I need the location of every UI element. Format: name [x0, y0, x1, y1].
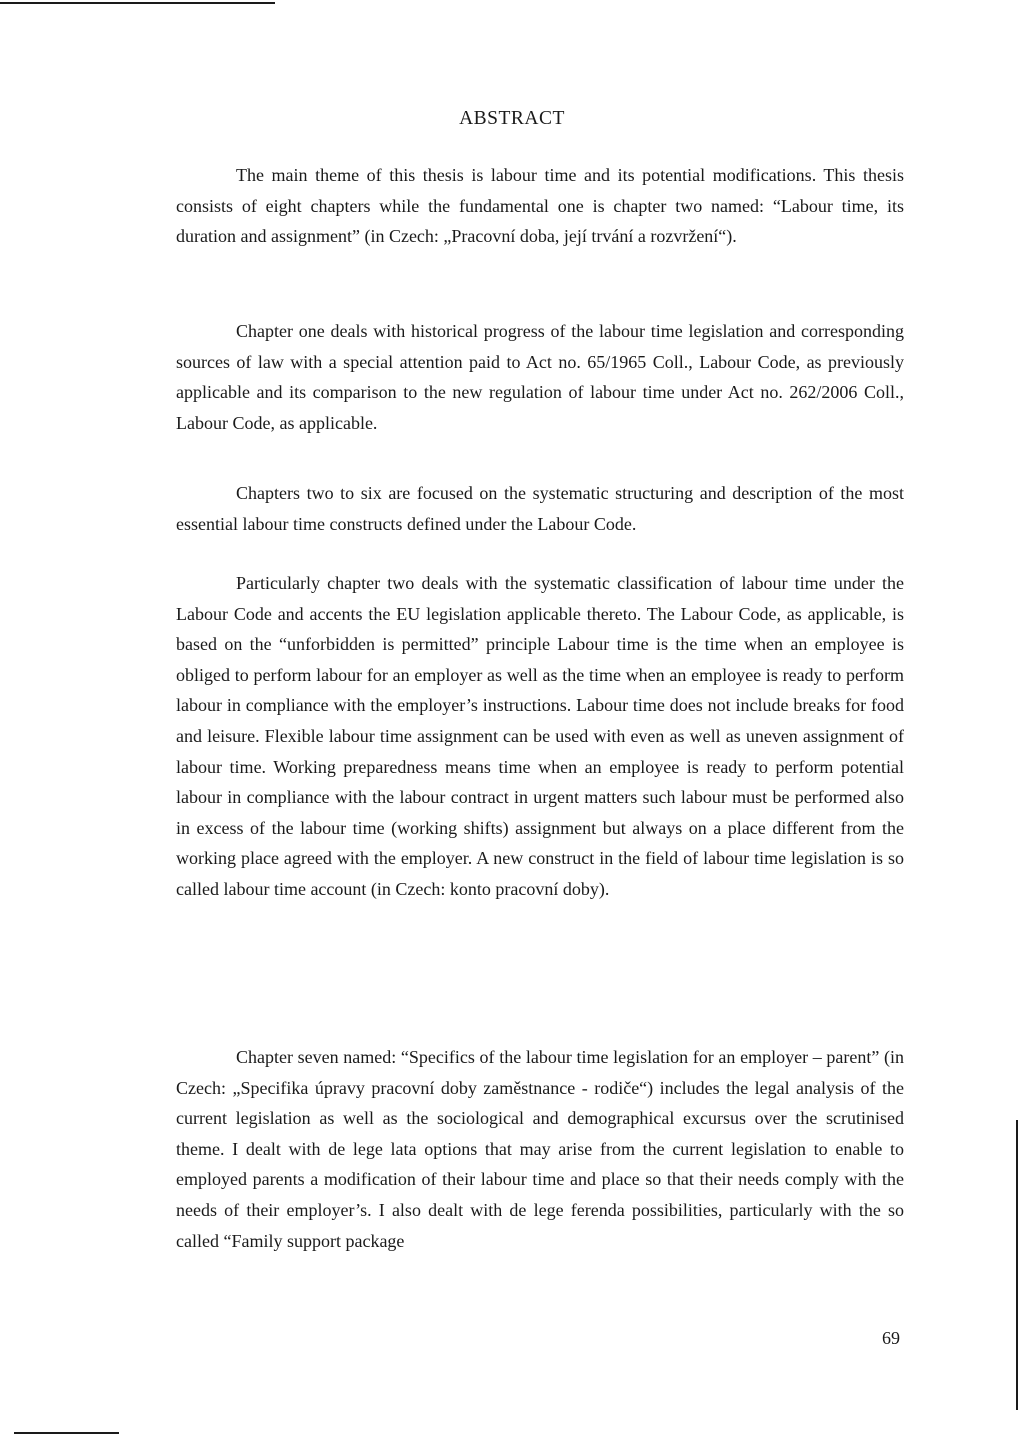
paragraph-chapter-two: Particularly chapter two deals with the systematic classification of labour time under the Labour Code and accents the EU legislation applicable thereto. The Labour Code, as applicable, is based on the “unforbidden is permitted” principle Labour time is the time when an employee is obliged to perform labour for an employer as well as the time when an employee is ready to perform labour in compliance with the employer’s instructions. Labour time does not include breaks for food and leisure. Flexible labour time assignment can be used with even as well as uneven assignment of labour time. Working preparedness means time when an employee is ready to perform potential labour in compliance with the labour contract in urgent matters such labour must be performed also in excess of the labour time (working shifts) assignment but always on a place different from the working place agreed with the employer. A new construct in the field of labour time legislation is so called labour time account (in Czech: konto pracovní doby). — [176, 573, 904, 899]
scan-border-bottom — [14, 1432, 119, 1434]
paragraph-chapters-two-six: Chapters two to six are focused on the systematic structuring and description of the most essential labour time constructs defined under the Labour Code. — [176, 483, 904, 534]
page-title: ABSTRACT — [459, 108, 565, 129]
paragraph-chapter-one: Chapter one deals with historical progress of the labour time legislation and corresponding sources of law with a special attention paid to Act no. 65/1965 Coll., Labour Code, as previously applicable and its comparison to the new regulation of labour time under Act no. 262/2006 Coll., Labour Code, as applicable. — [176, 321, 904, 433]
scan-border-right — [1016, 1120, 1018, 1410]
paragraph-intro: The main theme of this thesis is labour time and its potential modifications. This thesis consists of eight chapters while the fundamental one is chapter two named: “Labour time, its duration and assignment” (in Czech: „Pracovní doba, její trvání a rozvržení“). — [176, 165, 904, 247]
page-number: 69 — [882, 1328, 900, 1348]
paragraph-chapter-seven: Chapter seven named: “Specifics of the labour time legislation for an employer – parent” (in Czech: „Specifika úpravy pracovní doby zaměstnance - rodiče“) includes the legal analysis of the current legislation as well as the sociological and demographical excursus over the scrutinised theme. I dealt with de lege lata options that may arise from the current legislation to enable to employed parents a modification of their labour time and place so that their needs comply with the needs of their employer’s. I also dealt with de lege ferenda possibilities, particularly with the so called “Family support package — [176, 1047, 904, 1251]
scan-border-top — [0, 2, 275, 4]
